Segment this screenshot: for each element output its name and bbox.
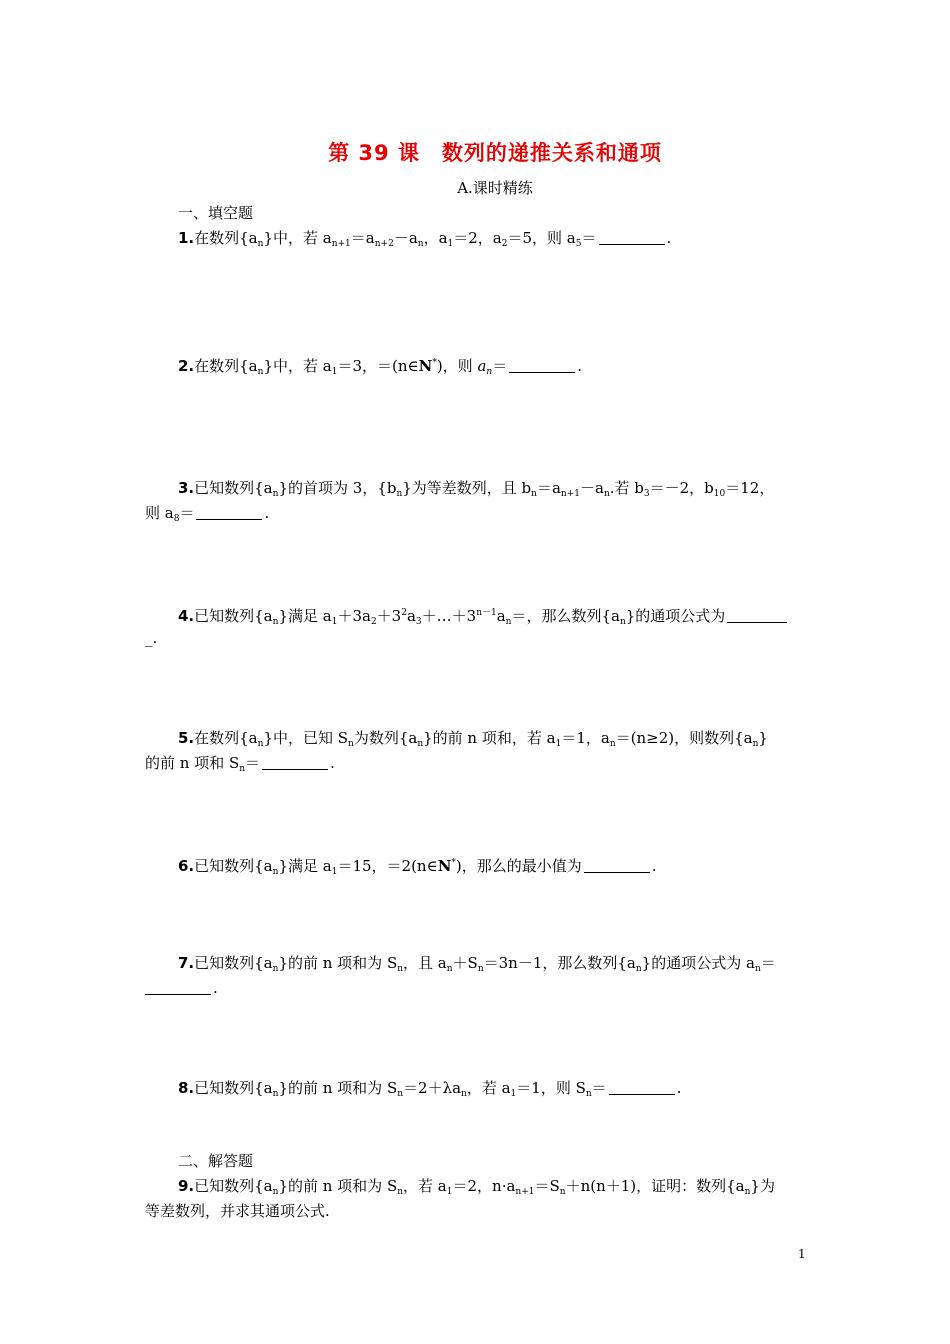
problem-5-cont: 的前 n 项和 $S_n=$ . bbox=[145, 754, 335, 774]
problem-7-cont: . bbox=[145, 978, 810, 998]
problem-2: 2.在数列$\{a_n\}$中，若 $a_1=3$，＝(n∈N*)，则 $a_n=$ . bbox=[178, 357, 582, 377]
section-subtitle: A.课时精练 bbox=[457, 179, 533, 197]
answer-blank[interactable] bbox=[599, 230, 665, 245]
section-heading-solve: 二、解答题 bbox=[178, 1152, 254, 1170]
problem-1: 1.在数列$\{a_n\}$中，若 $a_{n+1}=a_{n+2}-a_n$，$a_1=2$，$a_2=5$，则 $a_5=$ . bbox=[178, 229, 672, 249]
problem-7: 7.已知数列$\{a_n\}$的前 n 项和为 $S_n$，且 $a_n+S_n=3n-1$，那么数列$\{a_n\}$的通项公式为 $a_n=$ bbox=[178, 954, 776, 974]
problem-number: 1. bbox=[178, 229, 195, 247]
answer-blank[interactable] bbox=[145, 980, 211, 995]
answer-blank[interactable] bbox=[584, 858, 650, 873]
problem-9: 9.已知数列$\{a_n\}$的前 n 项和为 $S_n$，若 $a_1=2$，$n\cdot a_{n+1}=S_n+n(n+1)$，证明：数列$\{a_n\}$为 bbox=[178, 1177, 775, 1197]
problem-5: 5.在数列$\{a_n\}$中，已知 $S_n$为数列$\{a_n\}$的前 n 项和，若 $a_1=1$，$a_n=(n\ge 2)$，则数列$\{a_n\}$ bbox=[178, 729, 768, 749]
answer-blank[interactable] bbox=[196, 505, 262, 520]
problem-4-cont: _. bbox=[145, 629, 158, 647]
page-number: 1 bbox=[798, 1247, 806, 1261]
answer-blank[interactable] bbox=[609, 1080, 675, 1095]
answer-blank[interactable] bbox=[727, 608, 787, 623]
section-heading-fill: 一、填空题 bbox=[178, 204, 254, 222]
answer-blank[interactable] bbox=[509, 358, 575, 373]
problem-6: 6.已知数列$\{a_n\}$满足 $a_1=15$，＝2(n∈N*)，那么的最小值为 . bbox=[178, 857, 657, 877]
problem-9-cont: 等差数列，并求其通项公式. bbox=[145, 1202, 330, 1220]
problem-4: 4.已知数列$\{a_n\}$满足 $a_1+3a_2+3^2a_3+\dots+3^{n-1}a_n=$，那么数列$\{a_n\}$的通项公式为 bbox=[145, 603, 843, 632]
page-title: 第 39 课 数列的递推关系和通项 bbox=[328, 141, 662, 165]
problem-3-cont: 则 $a_8=$ . bbox=[145, 504, 270, 524]
answer-blank[interactable] bbox=[262, 755, 328, 770]
problem-3: 3.已知数列$\{a_n\}$的首项为 3，$\{b_n\}$为等差数列，且 $b_n=a_{n+1}-a_n$.若 $b_3=-2$，$b_{10}=12$， bbox=[178, 479, 775, 499]
problem-8: 8.已知数列$\{a_n\}$的前 n 项和为 $S_n=2+\lambda a_n$，若 $a_1=1$，则 $S_n=$ . bbox=[178, 1079, 682, 1099]
